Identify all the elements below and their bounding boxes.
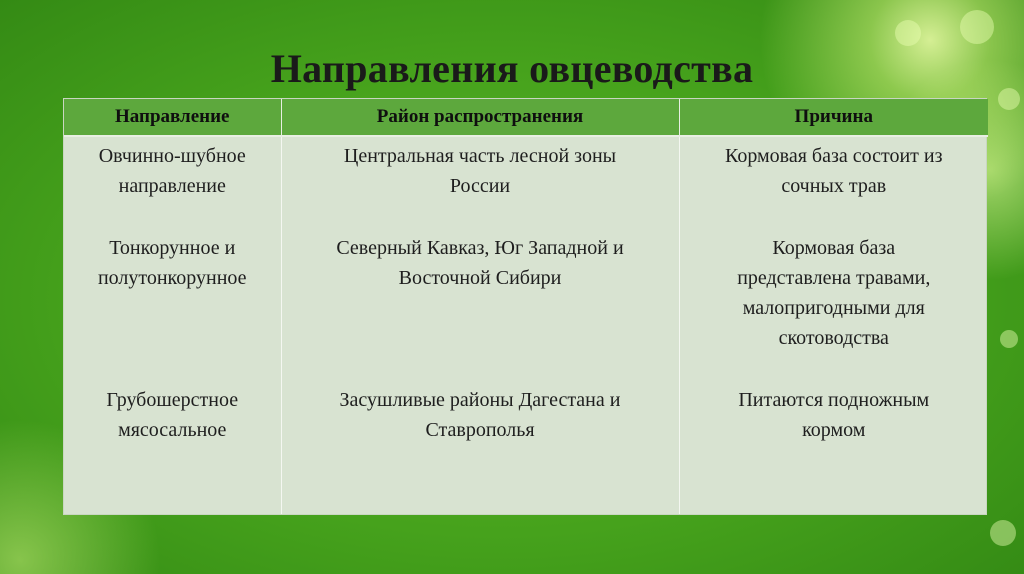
text-line: Кормовая база [772,237,896,259]
region-central [288,141,673,201]
text-line: Грубошерстное [106,389,239,411]
reason-juicy-grass [686,141,983,201]
text-line: Северный Кавказ, Юг Западной и [336,237,624,259]
bokeh-light [895,20,921,46]
slide-title: Направления овцеводства [270,45,754,91]
text-line: мясосальное [118,419,227,441]
region-caucasus-siberia [288,233,673,293]
text-line: России [449,175,511,197]
text-line: представлена травами, [737,267,931,289]
header-region: Район распространения [281,99,679,136]
region-dagestan-stavropol [288,385,673,445]
table-header-row [64,99,988,136]
text-line: сочных трав [781,175,887,197]
header-reason: Причина [679,99,988,136]
cell-region [281,136,679,514]
direction-coarse-wool [70,385,275,445]
text-line: Ставрополья [425,419,535,441]
text-line: Центральная часть лесной зоны [343,145,617,167]
text-line: Кормовая база состоит из [724,145,943,167]
table [64,99,988,514]
bokeh-light [1000,330,1018,348]
sheep-breeding-table [63,98,987,515]
text-line: кормом [802,419,866,441]
text-line: Восточной Сибири [398,267,562,289]
text-line: направление [118,175,226,197]
reason-pasture [686,385,983,445]
text-line: полутонкорунное [97,267,247,289]
header-direction: Направление [64,99,281,136]
reason-poor-grass [686,233,983,353]
table-row [64,136,988,514]
bokeh-light [990,520,1016,546]
text-line: Овчинно-шубное [98,145,246,167]
cell-direction [64,136,281,514]
text-line: скотоводства [778,327,889,349]
text-line: Тонкорунное и [109,237,236,259]
text-line: Питаются подножным [738,389,930,411]
cell-reason [679,136,988,514]
text-line: малопригодными для [742,297,925,319]
text-line: Засушливые районы Дагестана и [339,389,621,411]
direction-fine-wool [70,233,275,293]
bokeh-light [960,10,994,44]
direction-sheepskin [70,141,275,201]
